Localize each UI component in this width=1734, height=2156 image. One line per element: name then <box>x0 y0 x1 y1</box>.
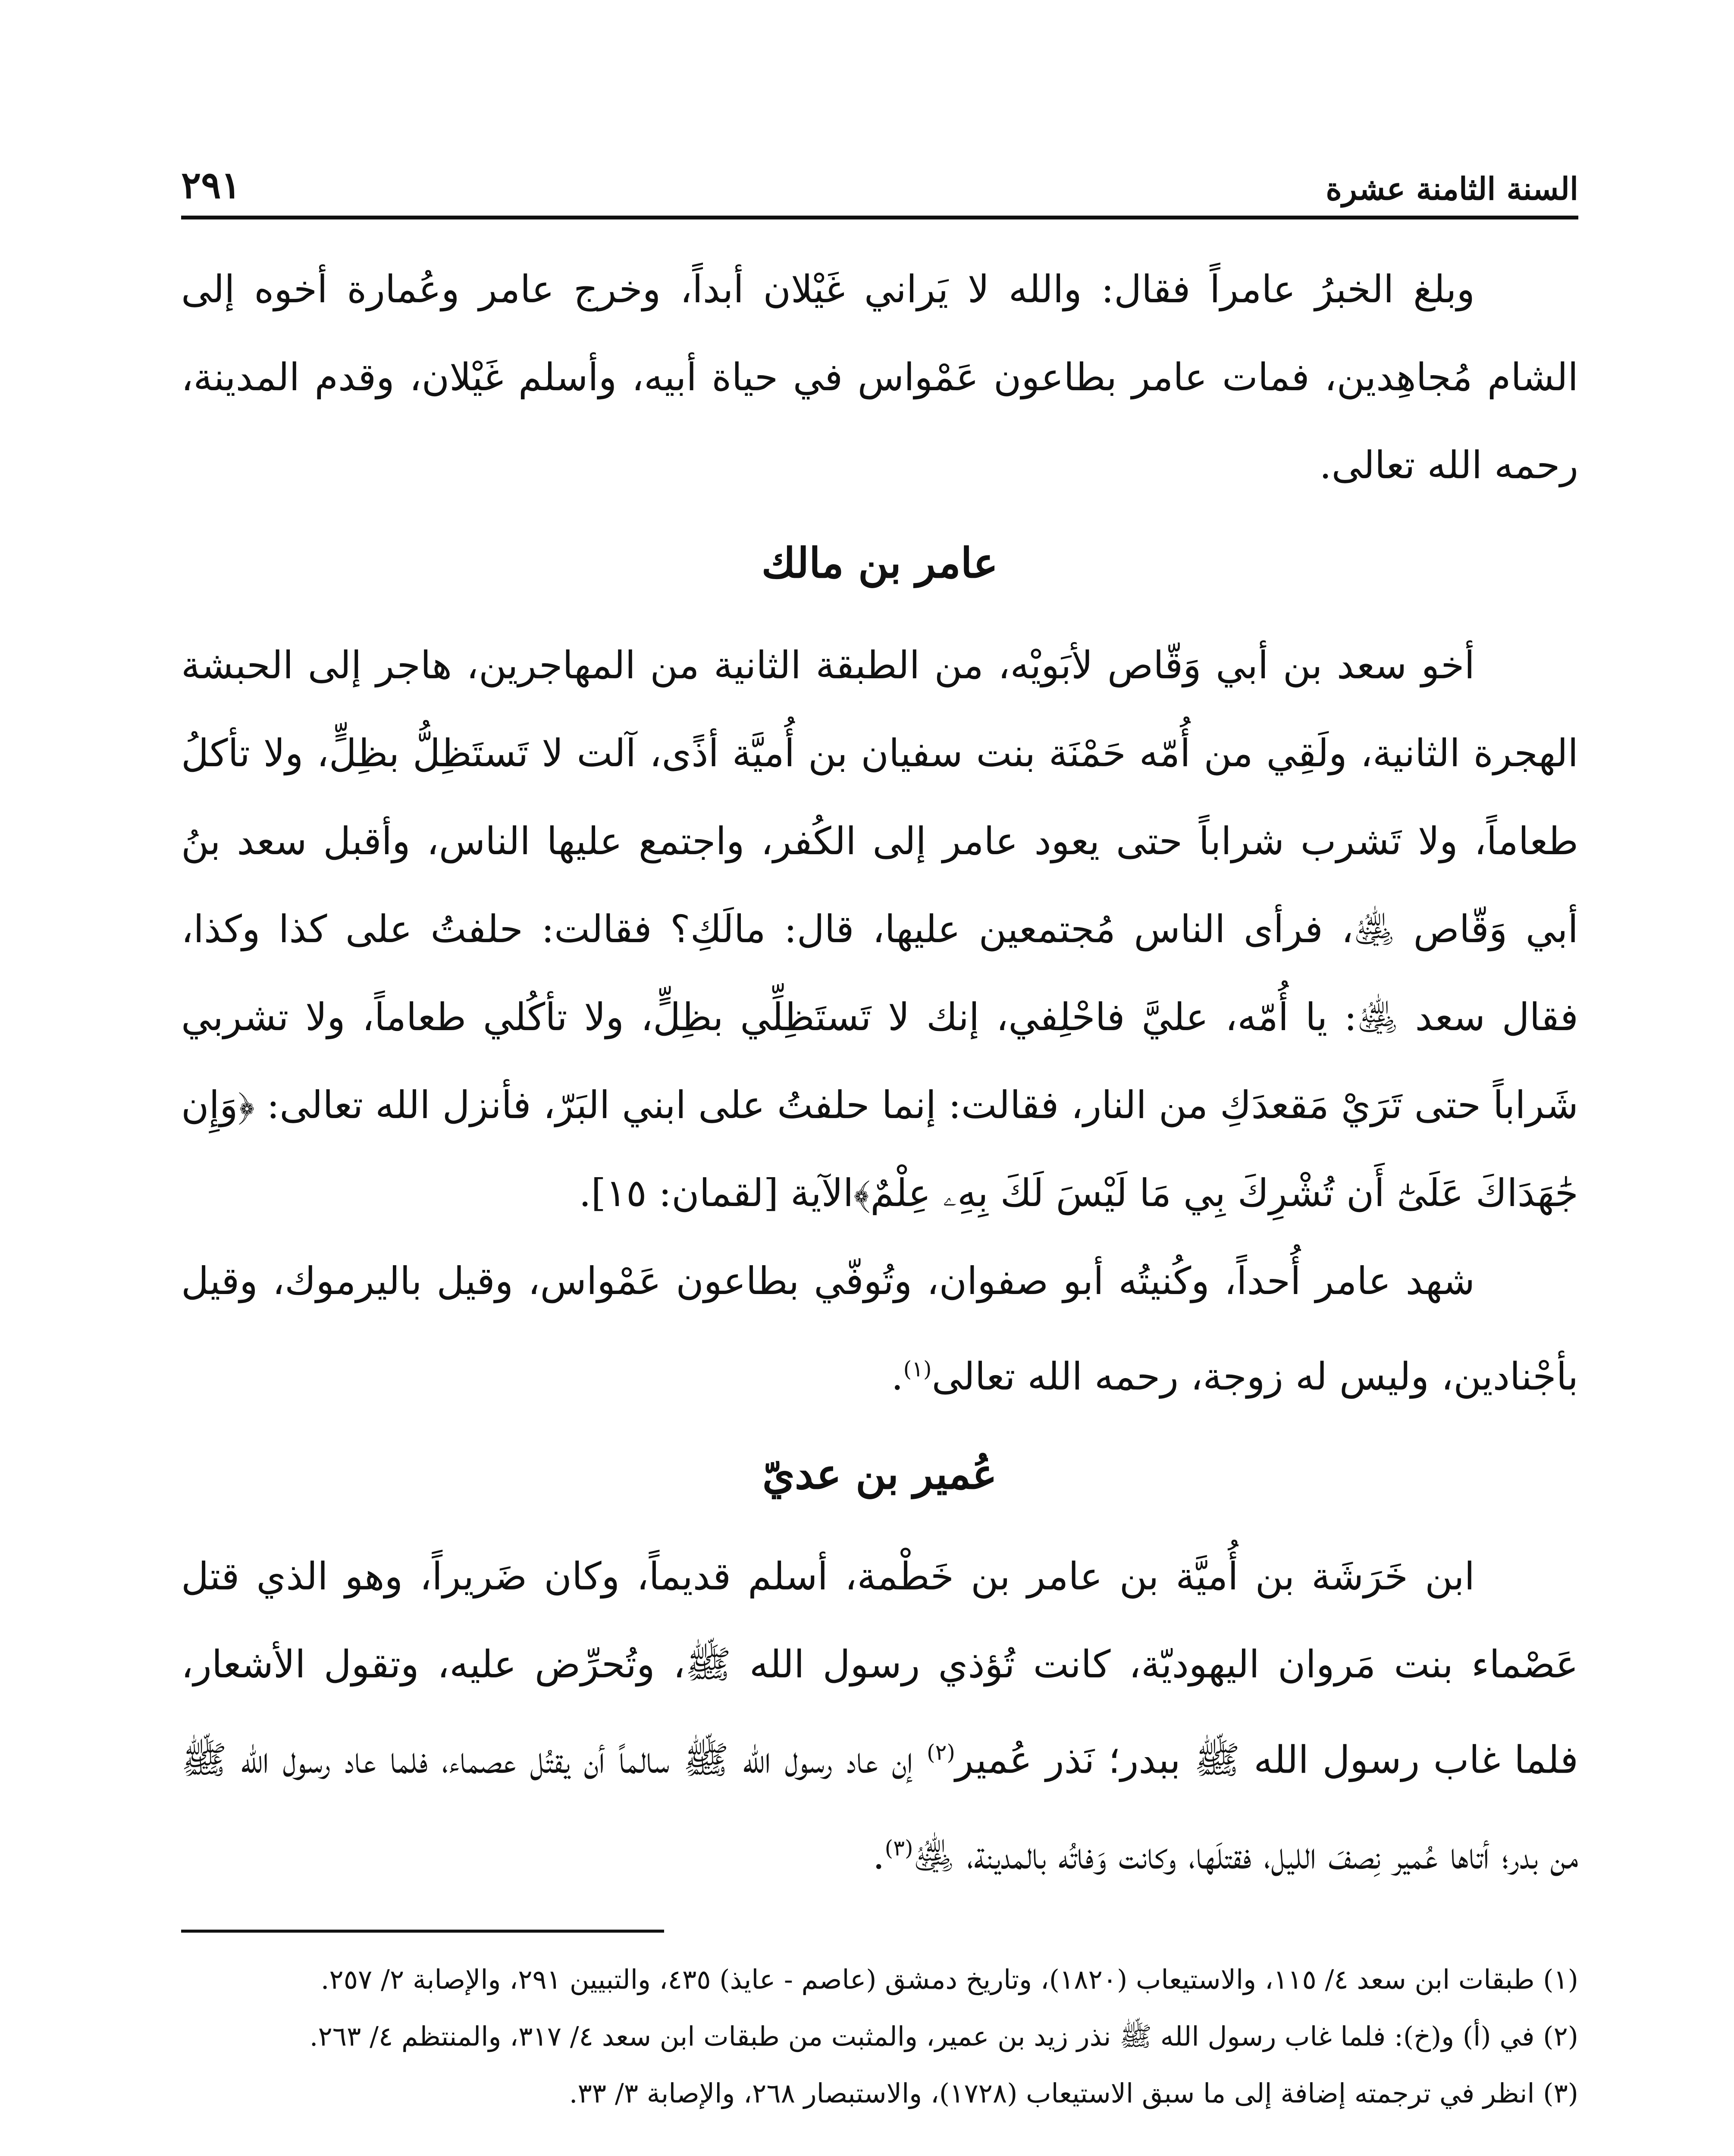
book-page <box>181 142 1578 2156</box>
page-number: ٢٩١ <box>181 163 241 207</box>
footnote-1 <box>181 1954 1578 2005</box>
paragraph-amir-death: شهد عامر أُحداً، وكُنيتُه أبو صفوان، وتُوفّي بطاعون عَمْواس، وقيل باليرموك، وقيل بأجْنادين، وليس له زوجة، رحمه الله تعالى$^{(١)}$. <box>181 1259 1578 1399</box>
footnote-text: في (أ) و(خ): فلما غاب رسول الله ﷺ نذر زيد بن عمير، والمثبت من طبقات ابن سعد ٤/ ٣١٧، والمنتظم ٤/ ٢٦٣. <box>309 2020 1535 2052</box>
footnote-ref-3[interactable]: (٣) <box>884 1835 913 1861</box>
section-title-amir-ibn-malik: عامر بن مالك <box>761 539 998 587</box>
footnote-ref-1[interactable]: (١) <box>903 1357 932 1382</box>
footnote-2 <box>181 2011 1578 2062</box>
paragraph-amir-text: أخو سعد بن أبي وَقّاص لأبَويْه، من الطبقة الثانية من المهاجرين، هاجر إلى الحبشة الهجرة الثانية، ولَقِي من أُمّه حَمْنَة بنت سفيان بن أُميَّة أذًى، آلت لا تَستَظِلُّ بظِلٍّ، ولا تأكلُ طعاماً، ولا تَشرب شراباً حتى يعود عامر إلى الكُفر، واجتمع عليها الناس، وأقبل سعد بنُ أبي وَقّاص ﵁، فرأى الناس مُجتمعين عليها، قال: مالَكِ؟ فقالت: حلفتُ على كذا وكذا، فقال سعد ﵁: يا أُمّه، عليَّ فاحْلِفي، إنك لا تَستَظِلِّي بظِلٍّ، ولا تأكُلي طعاماً، ولا تشربي شَراباً حتى تَرَيْ مَقعدَكِ من النار، فقالت: إنما حلفتُ على ابني البَرّ، فأنزل الله تعالى: <box>181 643 1579 1127</box>
footnotes <box>181 1954 1578 2119</box>
quran-verse: ﴿وَإِن جَٰهَدَاكَ عَلَىٰٓ أَن تُشْرِكَ بِي مَا لَيْسَ لَكَ بِهِۦ عِلْمٌ﴾ <box>181 1083 1578 1215</box>
paragraph-amir-death-text: شهد عامر أُحداً، وكُنيتُه أبو صفوان، وتُوفّي بطاعون عَمْواس، وقيل باليرموك، وقيل بأجْنادين، وليس له زوجة، رحمه الله تعالى <box>181 1259 1578 1399</box>
verse-reference: الآية [لقمان: ١٥]. <box>579 1171 854 1215</box>
paragraph-umair-text-b: إن عاد رسول الله ﷺ سالماً أن يقتُل عصماء، فلما عاد رسول الله ﷺ من بدر؛ أتاها عُمير نِصفَ الليل، فقتلَها، وكانت وَفاتُه بالمدينة، ﵁ <box>181 1737 1578 1877</box>
footnote-number: (٣) <box>1543 2077 1578 2109</box>
page-header <box>181 142 1578 219</box>
footnote-ref-2[interactable]: (٢) <box>926 1740 955 1765</box>
main-text <box>181 245 1578 1899</box>
paragraph-umair-biography: ابن خَرَشَة بن أُميَّة بن عامر بن خَطْمة، أسلم قديماً، وكان ضَريراً، وهو الذي قتل عَصْماء بنت مَروان اليهوديّة، كانت تُؤذي رسول الله ﷺ، وتُحرِّض عليه، وتقول الأشعار، فلما غاب رسول الله ﷺ ببدر؛ نَذر عُمير$^{(٢)}$ إن عاد رسول الله ﷺ سالماً أن يقتُل عصماء، فلما عاد رسول الله ﷺ من بدر؛ أتاها عُمير نِصفَ الليل، فقتلَها، وكانت وَفاتُه بالمدينة، ﵁$^{(٣)}$. <box>181 1554 1578 1877</box>
footnote-number: (٢) <box>1543 2020 1578 2052</box>
paragraph-ghaylan: وبلغ الخبرُ عامراً فقال: والله لا يَراني غَيْلان أبداً، وخرج عامر وعُمارة أخوه إلى الشام مُجاهِدين، فمات عامر بطاعون عَمْواس في حياة أبيه، وأسلم غَيْلان، وقدم المدينة، رحمه الله تعالى. <box>181 267 1578 487</box>
paragraph-umair-text-a: ابن خَرَشَة بن أُميَّة بن عامر بن خَطْمة، أسلم قديماً، وكان ضَريراً، وهو الذي قتل عَصْماء بنت مَروان اليهوديّة، كانت تُؤذي رسول الله ﷺ، وتُحرِّض عليه، وتقول الأشعار، فلما غاب رسول الله ﷺ ببدر؛ نَذر عُمير <box>181 1554 1578 1782</box>
footnote-3 <box>181 2068 1578 2119</box>
paragraph-amir-biography <box>181 621 1578 1237</box>
footnote-divider <box>181 1930 664 1933</box>
footnote-number: (١) <box>1543 1963 1578 1995</box>
footnote-text: طبقات ابن سعد ٤/ ١١٥، والاستيعاب (١٨٢٠)، وتاريخ دمشق (عاصم - عايذ) ٤٣٥، والتبيين ٢٩١، والإصابة ٢/ ٢٥٧. <box>320 1963 1535 1995</box>
footnote-text: انظر في ترجمته إضافة إلى ما سبق الاستيعاب (١٧٢٨)، والاستبصار ٢٦٨، والإصابة ٣/ ٣٣. <box>569 2077 1535 2109</box>
running-title: السنة الثامنة عشرة <box>1326 170 1578 207</box>
section-title-umair-ibn-adi: عُمير بن عديّ <box>762 1450 997 1499</box>
